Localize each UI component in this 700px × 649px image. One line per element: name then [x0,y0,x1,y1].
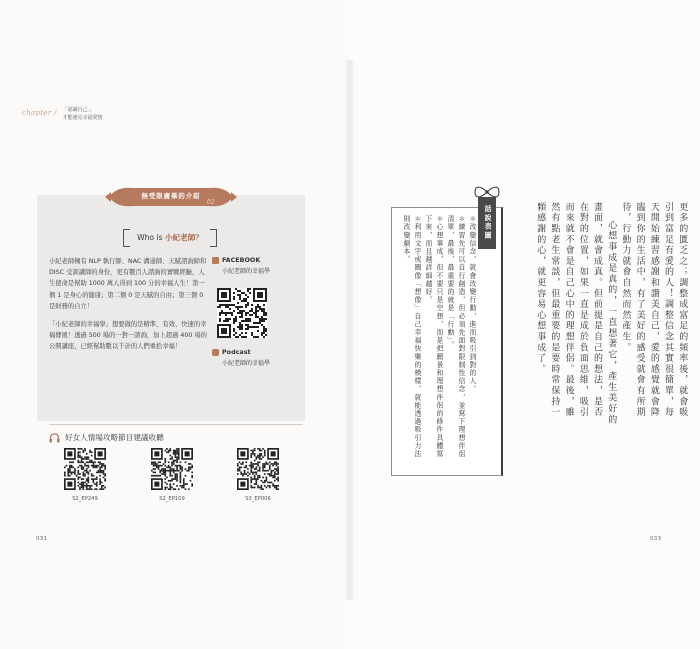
facebook-title: FACEBOOK [222,256,261,264]
page-number-left: 031 [36,536,48,542]
episode-1[interactable] [63,448,107,502]
body-paragraph-2: 心想事成是真的，一直想著它，產生美好的畫面，就會成真。但前提是自己的想法，是否在對的位置，如果一直是成於負面思維，吸引而來就不會是自己心中的理想伴侶。最後，雖然有點老生常談，但最重要的是要時常保持一顆感謝的心，就更容易心想事成了。 [535,202,617,426]
running-header [22,106,103,122]
facebook-subtitle: 小紀老師的幸福學 [222,268,271,275]
who-suffix: ？ [195,233,203,242]
who-prefix: Who is [137,233,165,242]
facebook-qr-code[interactable] [216,288,268,338]
running-header-line-1: 「認識自己」， [62,107,96,113]
note-item-3: ＊心想事成，但不要只是空想，而是把願景和理想伴侶的條件具體寫下來，而且越詳細越好。 [424,215,443,458]
headphone-icon [49,433,60,443]
podcast-icon [212,349,219,356]
qr-code [63,448,107,490]
qr-code [236,448,280,490]
note-item-2: ＊練習先可以自行創造，但必須先面對限制性信念，並寫下理想伴侶清單，最後，最重要的就是「行動」。 [446,215,465,458]
podcast-subtitle: 小紀老師的幸福學 [222,360,271,367]
book-gutter [346,60,354,600]
episode-label: S2_EP249 [72,496,98,502]
qr-code [150,448,194,490]
episode-label: S3_EP006 [245,496,271,502]
body-paragraph-1: 更多的匱乏之；調整成富足的頻率後，就會吸引到富足有愛的人！調整信念其實很簡單，每天開始練習感謝和讚美自己，愛的感覺就會降臨到你的生活中，有了美好的感受就會有所期待，行動力就會自然而然產生。 [620,202,688,418]
note-text [400,215,477,465]
profile-paragraph-2: 「小紀老師的幸福學」想要做的是精準、有效、快速的幸福傳遞！透過 500 場的一對一諮詢，加上超過 400 場的公開講座，已經幫助數以千計的人們重拾幸福！ [49,321,207,351]
episode-2[interactable] [150,448,194,502]
main-body-text [533,202,689,426]
qr-code [216,288,268,338]
note-item-4: ＊利用文字或圖像「想像」自己幸福快樂的模樣，就能透過吸引力法則改變劇本。 [402,215,421,458]
facebook-icon [212,257,219,264]
episode-3[interactable] [236,448,280,502]
episodes-heading [49,432,164,443]
running-header-title [63,106,103,122]
running-header-line-2: 才能遇見幸福愛情 [62,115,103,121]
note-tag: 話說表圖 [478,197,496,249]
page-number-right: 033 [650,536,662,542]
profile-card-tab [103,186,239,208]
podcast-block [212,348,270,367]
chapter-label: chapter / [22,109,57,117]
episodes-title: 好女人情場攻略節目建議收聽 [65,433,164,442]
podcast-title: Podcast [222,348,251,356]
tab-number: 02 [207,199,215,206]
who-heading [123,229,217,245]
card-divider [49,424,303,425]
note-item-1: ＊改變信念，就會改變行動，進而吸引到對的人。 [468,215,476,394]
facebook-block [212,256,302,275]
profile-paragraph-1: 小紀老師擁有 NLP 執行師、NAC 溝通師、天賦諮詢師和 DISC 受訓講師的身份，更有數百人諮詢的實戰經驗，人生使命是幫助 1000 萬人得到 100 分的幸福人生！第一個 1 是身心的健康；第二個 0 是天賦的自由；第三個 0 是財務的自立！ [49,258,207,310]
profile-description [49,256,207,360]
who-name: 小紀老師 [164,233,196,242]
tab-title: 無受限廣畢的介紹 [141,192,201,200]
episode-label: S2_EP109 [159,496,185,502]
